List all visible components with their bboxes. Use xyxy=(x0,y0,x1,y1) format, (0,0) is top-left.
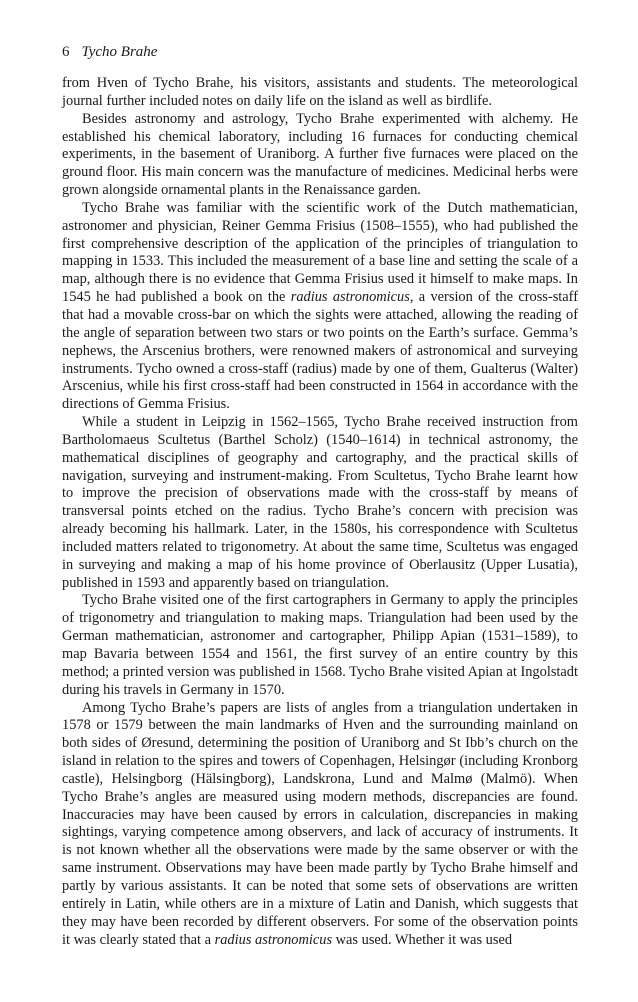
page-number: 6 xyxy=(62,44,70,60)
italic-term: radius astronomicus xyxy=(290,289,410,306)
paragraph-5 xyxy=(62,592,578,699)
paragraph-text: from Hven of Tycho Brahe, his visitors, assistants and students. The meteorological journal further included notes on daily life on the island as well as birdlife. xyxy=(62,75,578,109)
paragraph-text: While a student in Leipzig in 1562–1565, Tycho Brahe received instruction from Bartholomaeus Scultetus (Barthel Scholz) (1540–1614) in technical astronomy, the mathematical disciplines of geography and cartography, and the practical skills of navigation, surveying and instrument-making. From Scultetus, Tycho Brahe learnt how to improve the precision of observations made with the cross-staff by means of transversal points etched on the radius. Tycho Brahe’s concern with precision was already becoming his hallmark. Later, in the 1580s, his correspondence with Scultetus included matters related to trigonometry. At about the same time, Scultetus was engaged in surveying and making a map of his home province of Oberlausitz (Upper Lusatia), published in 1593 and apparently based on triangulation. xyxy=(62,414,578,591)
paragraph-6 xyxy=(62,700,578,950)
italic-term: radius astronomicus xyxy=(214,931,333,948)
paragraph-text: Among Tycho Brahe’s papers are lists of angles from a triangulation undertaken in 1578 or 1579 between the main landmarks of Hven and the surrounding mainland on both sides of Øresund, determining the position of Uraniborg and St Ibb’s church on the island in relation to the spires and towers of Copenhagen, Helsingør (including Kronborg castle), Helsingborg (Hälsingborg), Landskrona, Lund and Malmø (Malmö). When Tycho Brahe’s angles are measured using modern methods, discrepancies are found. Inaccuracies may have been caused by errors in calculation, discrepancies in making sightings, varying competence among observers, and lack of accuracy of instruments. It is not known whether all the observations were made by the same observer or with the same instrument. Observations may have been made partly by Tycho Brahe himself and partly by various assistants. It can be noted that some sets of observations are written entirely in Latin, while others are in a mixture of Latin and Danish, which suggests that they may have been recorded by different observers. For some of the observation points it was clearly stated that a xyxy=(62,699,578,948)
running-title: Tycho Brahe xyxy=(81,44,158,60)
paragraph-text: Besides astronomy and astrology, Tycho Brahe experimented with alchemy. He established his chemical laboratory, including 16 furnaces for conducting chemical experiments, in the basement of Uraniborg. A further five furnaces were placed on the ground floor. His main concern was the manufacture of medicines. Medicinal herbs were grown alongside ornamental plants in the Renaissance garden. xyxy=(62,110,578,199)
paragraph-text: Tycho Brahe visited one of the first cartographers in Germany to apply the principles of trigonometry and triangulation to making maps. Triangulation had been used by the German mathematician, astronomer and cartographer, Philipp Apian (1531–1589), to map Bavaria between 1554 and 1561, the first survey of an entire country by this method; a printed version was published in 1568. Tycho Brahe visited Apian at Ingolstadt during his travels in Germany in 1570. xyxy=(62,592,578,698)
running-head xyxy=(62,42,578,62)
paragraph-text: , a version of the cross-staff that had a movable cross-bar on which the sights were attached, allowing the reading of the angle of separation between two stars or two points on the Earth’s surface. Gemma’s nephews, the Arscenius brothers, were renowned makers of astronomical and surveying instruments. Tycho owned a cross-staff (radius) made by one of them, Gualterus (Walter) Arscenius, while his first cross-staff had been constructed in 1564 in accordance with the directions of Gemma Frisius. xyxy=(62,289,579,413)
paragraph-text: Tycho Brahe was familiar with the scientific work of the Dutch mathematician, astronomer and physician, Reiner Gemma Frisius (1508–1555), who had published the first comprehensive description of the application of the principles of triangulation to mapping in 1533. This included the measurement of a base line and setting the scale of a map, although there is no evidence that Gemma Frisius used it himself to make maps. In 1545 he had published a book on the xyxy=(62,199,578,306)
paragraph-4 xyxy=(62,414,578,592)
body-text xyxy=(62,75,578,949)
paragraph-text: was used. Whether it was used xyxy=(332,931,513,948)
paragraph-3 xyxy=(62,200,578,414)
book-page xyxy=(62,42,578,949)
paragraph-2 xyxy=(62,111,578,200)
paragraph-1 xyxy=(62,75,578,111)
